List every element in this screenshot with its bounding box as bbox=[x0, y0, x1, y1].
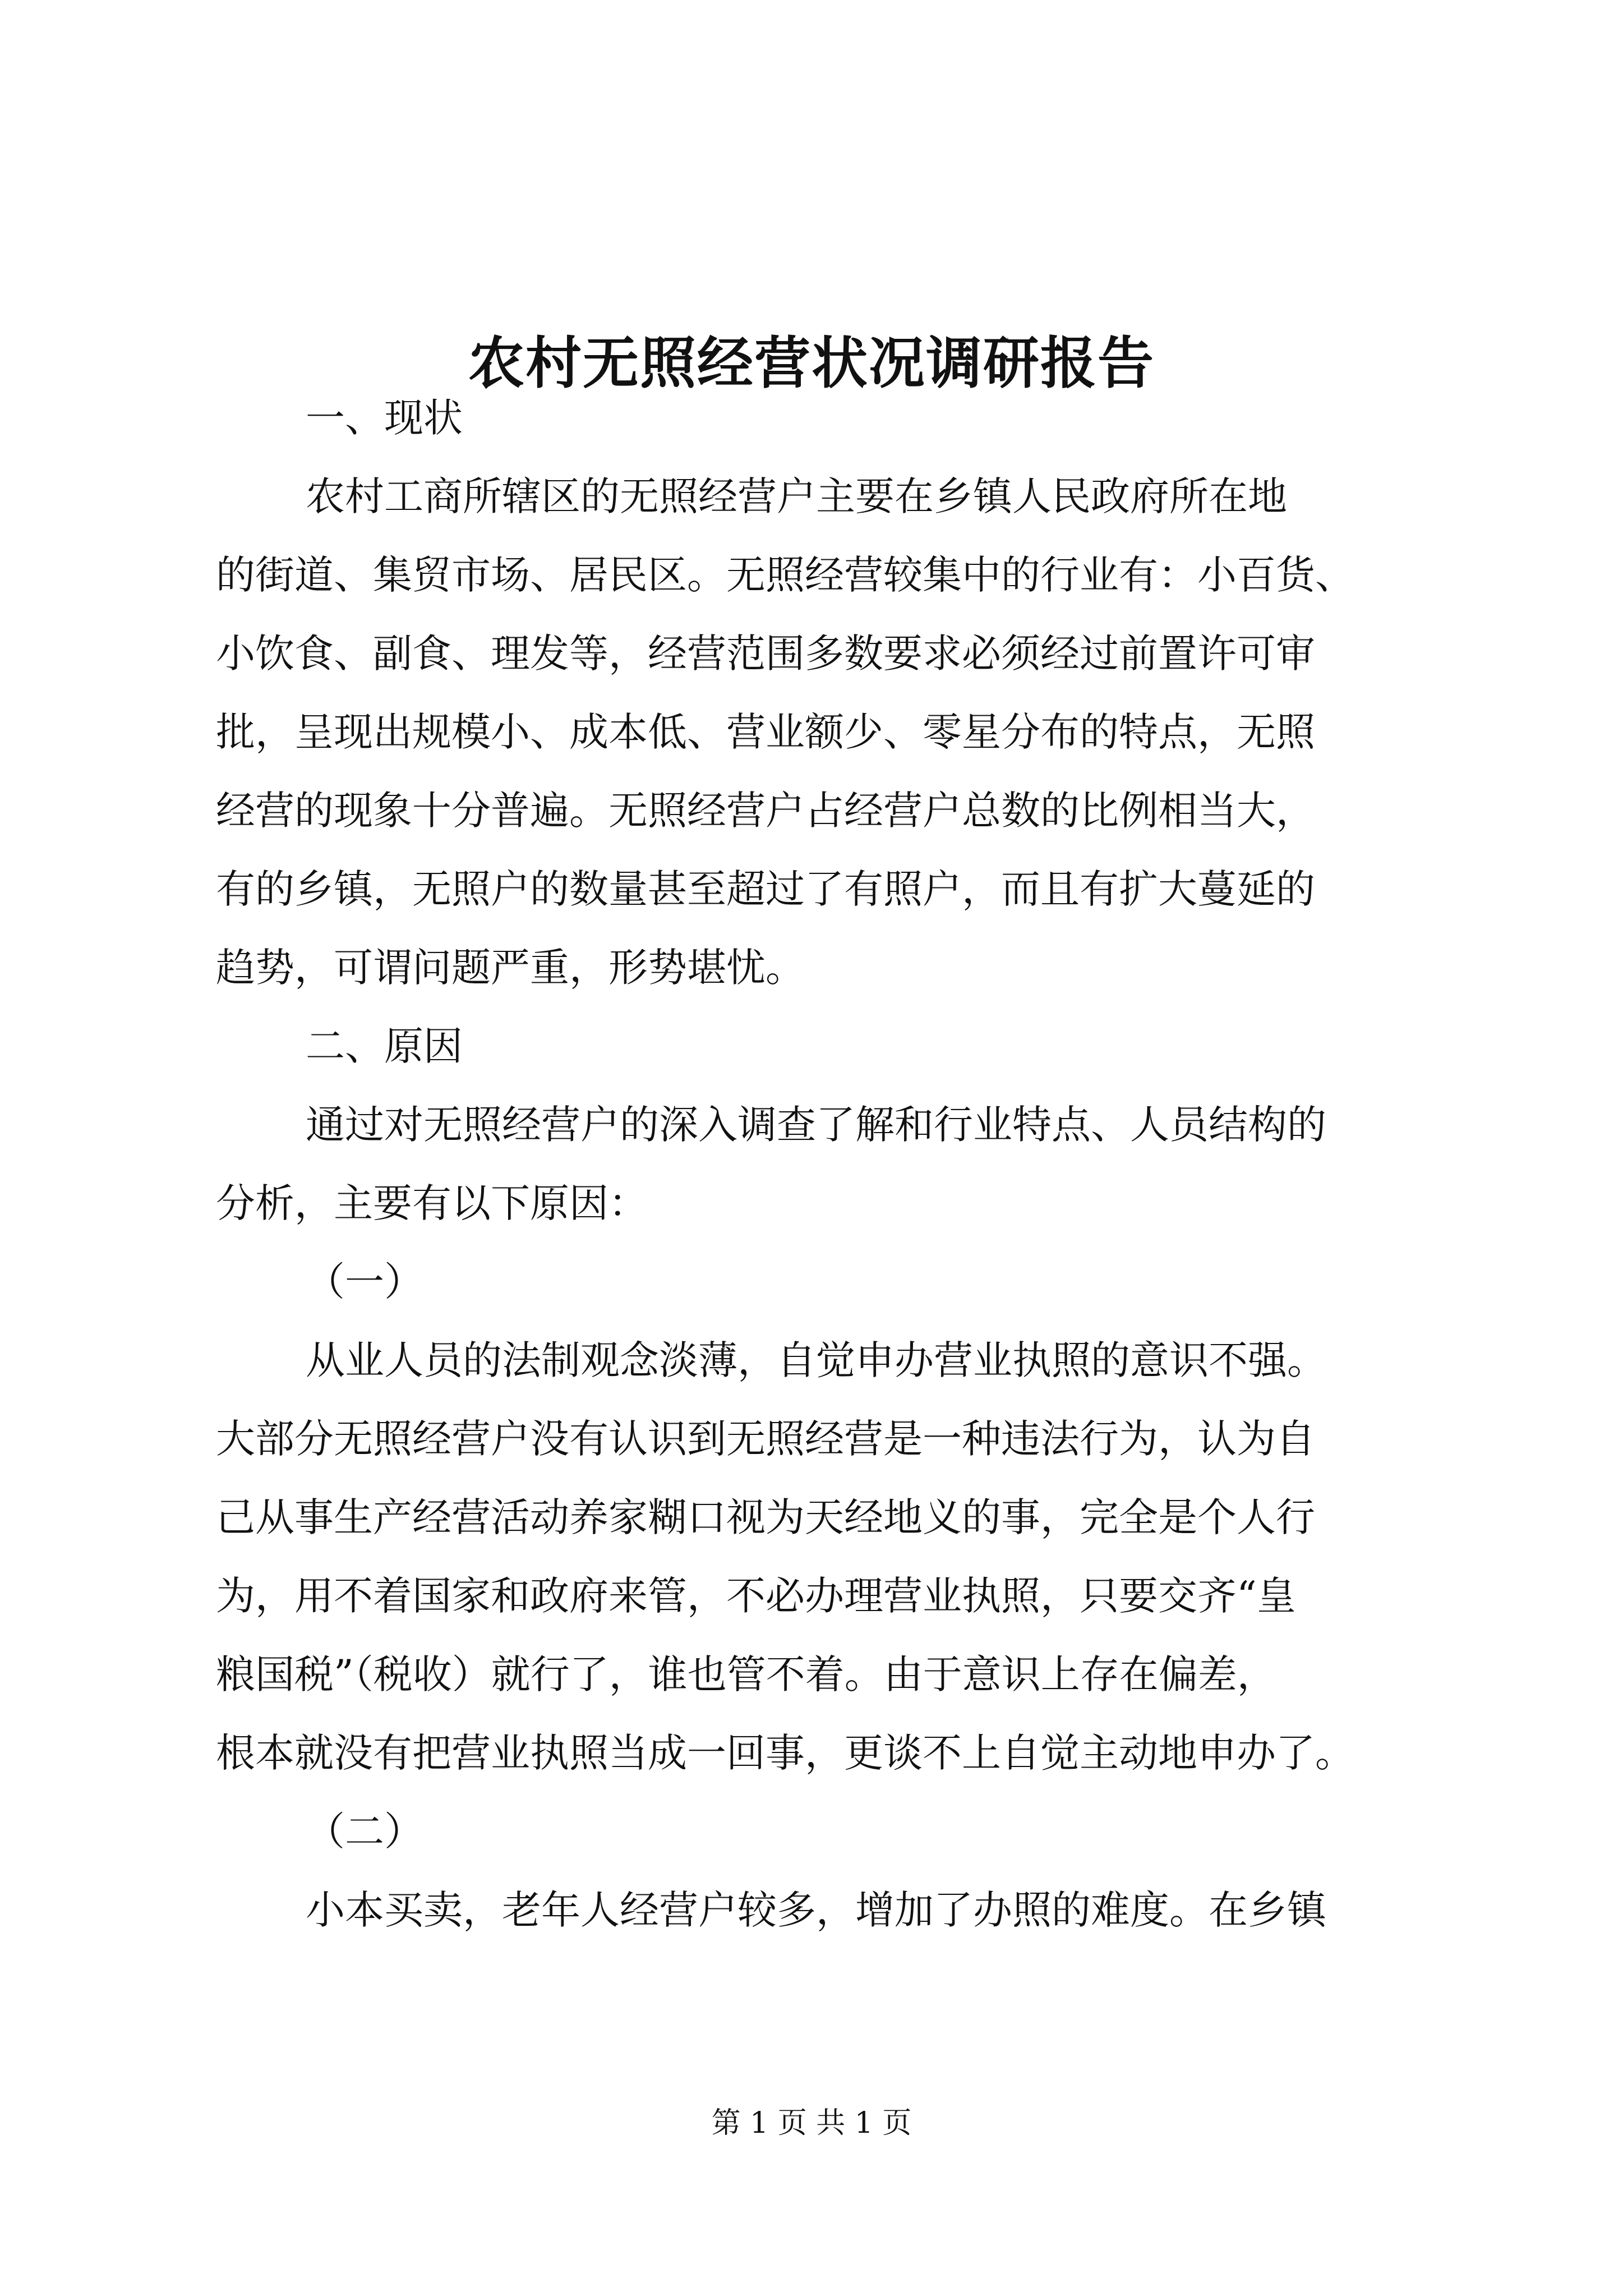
paragraph-line: 根本就没有把营业执照当成一回事，更谈不上自觉主动地申办了。 bbox=[216, 1730, 1354, 1776]
section-heading-causes: 二、原因 bbox=[306, 1023, 463, 1069]
paragraph-line: 的街道、集贸市场、居民区。无照经营较集中的行业有：小百货、 bbox=[216, 552, 1354, 598]
paragraph-line: 小本买卖，老年人经营户较多，增加了办照的难度。在乡镇 bbox=[306, 1887, 1326, 1933]
paragraph-line: 分析，主要有以下原因： bbox=[216, 1180, 648, 1226]
paragraph-line: 从业人员的法制观念淡薄，自觉申办营业执照的意识不强。 bbox=[306, 1337, 1326, 1383]
subsection-heading-1: （一） bbox=[306, 1259, 423, 1305]
paragraph-line: 粮国税”（税收）就行了，谁也管不着。由于意识上存在偏差， bbox=[216, 1651, 1276, 1697]
paragraph-line: 经营的现象十分普遍。无照经营户占经营户总数的比例相当大， bbox=[216, 788, 1315, 834]
subsection-heading-2: （二） bbox=[306, 1809, 423, 1855]
paragraph-line: 己从事生产经营活动养家糊口视为天经地义的事，完全是个人行 bbox=[216, 1494, 1315, 1540]
paragraph-line: 小饮食、副食、理发等，经营范围多数要求必须经过前置许可审 bbox=[216, 631, 1315, 677]
paragraph-line: 通过对无照经营户的深入调查了解和行业特点、人员结构的 bbox=[306, 1102, 1326, 1148]
page-footer: 第 1 页 共 1 页 bbox=[711, 2106, 912, 2140]
document-title: 农村无照经营状况调研报告 bbox=[468, 330, 1155, 396]
paragraph-line: 为，用不着国家和政府来管，不必办理营业执照，只要交齐“皇 bbox=[216, 1573, 1296, 1619]
section-heading-status: 一、现状 bbox=[306, 395, 463, 441]
paragraph-line: 大部分无照经营户没有认识到无照经营是一种违法行为，认为自 bbox=[216, 1416, 1315, 1462]
paragraph-line: 批，呈现出规模小、成本低、营业额少、零星分布的特点，无照 bbox=[216, 709, 1315, 755]
paragraph-line: 农村工商所辖区的无照经营户主要在乡镇人民政府所在地 bbox=[306, 473, 1287, 519]
paragraph-line: 有的乡镇，无照户的数量甚至超过了有照户，而且有扩大蔓延的 bbox=[216, 866, 1315, 912]
paragraph-line: 趋势，可谓问题严重，形势堪忧。 bbox=[216, 945, 805, 991]
